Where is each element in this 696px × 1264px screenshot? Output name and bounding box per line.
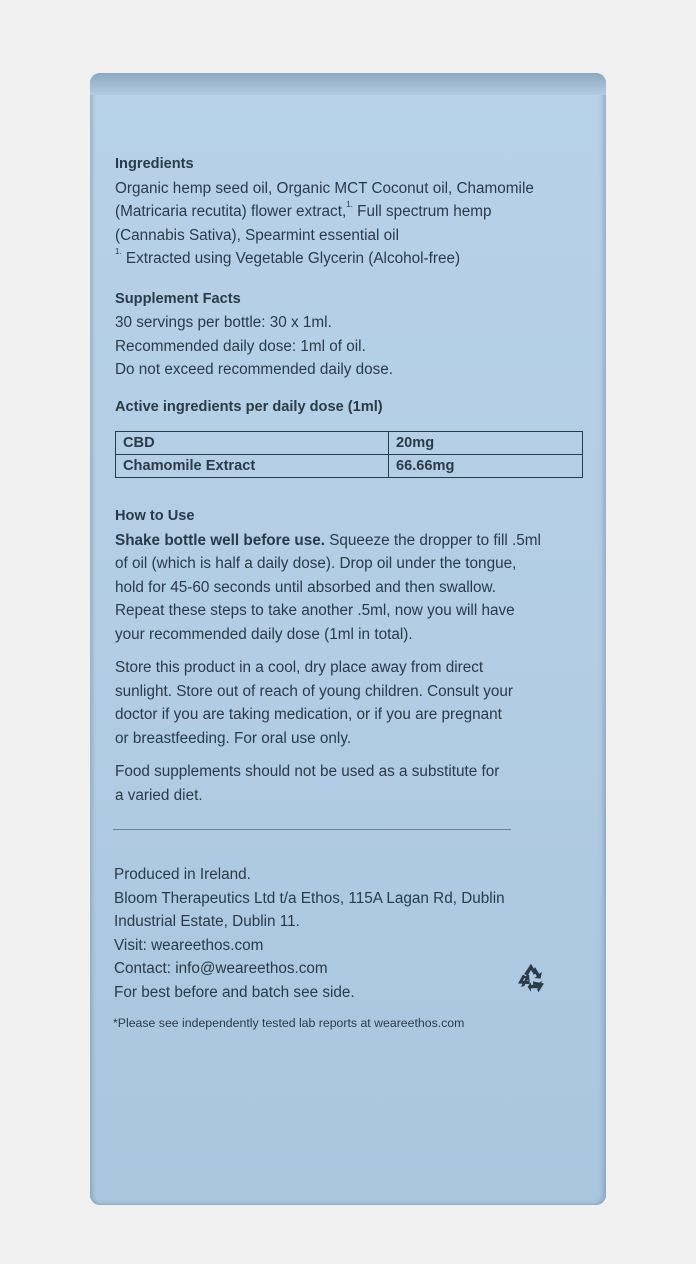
supplement-facts-title: Supplement Facts [115,290,241,307]
product-box-panel [90,73,606,1205]
storage-line: doctor if you are taking medication, or if you are pregnant [115,706,502,723]
ingredients-footnote [115,247,585,271]
active-ingredients-title: Active ingredients per daily dose (1ml) [115,398,383,415]
ingredients-line-2 [115,200,585,224]
table-cell-amount: 66.66mg [389,455,583,478]
how-to-use-bold-lead: Shake bottle well before use. [115,531,325,549]
ingredients-title: Ingredients [115,156,194,172]
warning-line: a varied diet. [115,786,203,804]
recycle-icon [514,961,548,995]
how-to-use-lead-tail: Squeeze the dropper to fill .5ml [324,531,541,549]
table-cell-name: CBD [116,432,389,455]
how-to-use-line: hold for 45-60 seconds until absorbed and then swallow. [115,578,496,596]
supplement-line: Recommended daily dose: 1ml of oil. [115,337,366,355]
table-row [116,455,583,478]
ingredients-line-2-tail: Full spectrum hemp [352,203,492,220]
supplement-line: Do not exceed recommended daily dose. [115,361,394,378]
footnote-marker-2: 1. [115,247,122,256]
how-to-use-title: How to Use [115,508,195,524]
how-to-use-lead [115,529,585,553]
divider [113,829,511,830]
footer-line: Industrial Estate, Dublin 11. [114,913,300,930]
table-cell-amount: 20mg [389,432,583,455]
table-row [116,432,583,455]
label-content [115,153,585,807]
how-to-use-line: your recommended daily dose (1ml in total). [115,625,413,643]
footer-line: For best before and batch see side. [114,983,355,1001]
footer-line: Visit: weareethos.com [114,936,264,954]
storage-line: sunlight. Store out of reach of young children. Consult your [115,682,513,700]
footer-line: Produced in Ireland. [114,866,251,883]
ingredients-line-3: (Cannabis Sativa), Spearmint essential oil [115,226,399,244]
warning-line: Food supplements should not be used as a substitute for [115,763,500,780]
ingredients-footnote-text: Extracted using Vegetable Glycerin (Alcohol-free) [121,250,461,267]
storage-line: Store this product in a cool, dry place away from direct [115,659,484,676]
storage-line: or breastfeeding. For oral use only. [115,729,352,747]
lab-reports-note: *Please see independently tested lab reports at weareethos.com [113,1016,465,1030]
footer-line: Contact: info@weareethos.com [114,960,328,977]
ingredients-line-2-text: (Matricaria recutita) flower extract, [115,203,347,220]
supplement-line: 30 servings per bottle: 30 x 1ml. [115,314,332,331]
active-ingredients-table [115,431,583,478]
table-cell-name: Chamomile Extract [116,455,389,478]
how-to-use-line: of oil (which is half a daily dose). Drop oil under the tongue, [115,555,517,572]
footnote-marker: 1. [346,200,353,209]
footer-line: Bloom Therapeutics Ltd t/a Ethos, 115A Lagan Rd, Dublin [114,889,505,907]
ingredients-line-1: Organic hemp seed oil, Organic MCT Coconut oil, Chamomile [115,179,534,197]
how-to-use-line: Repeat these steps to take another .5ml, now you will have [115,602,515,619]
